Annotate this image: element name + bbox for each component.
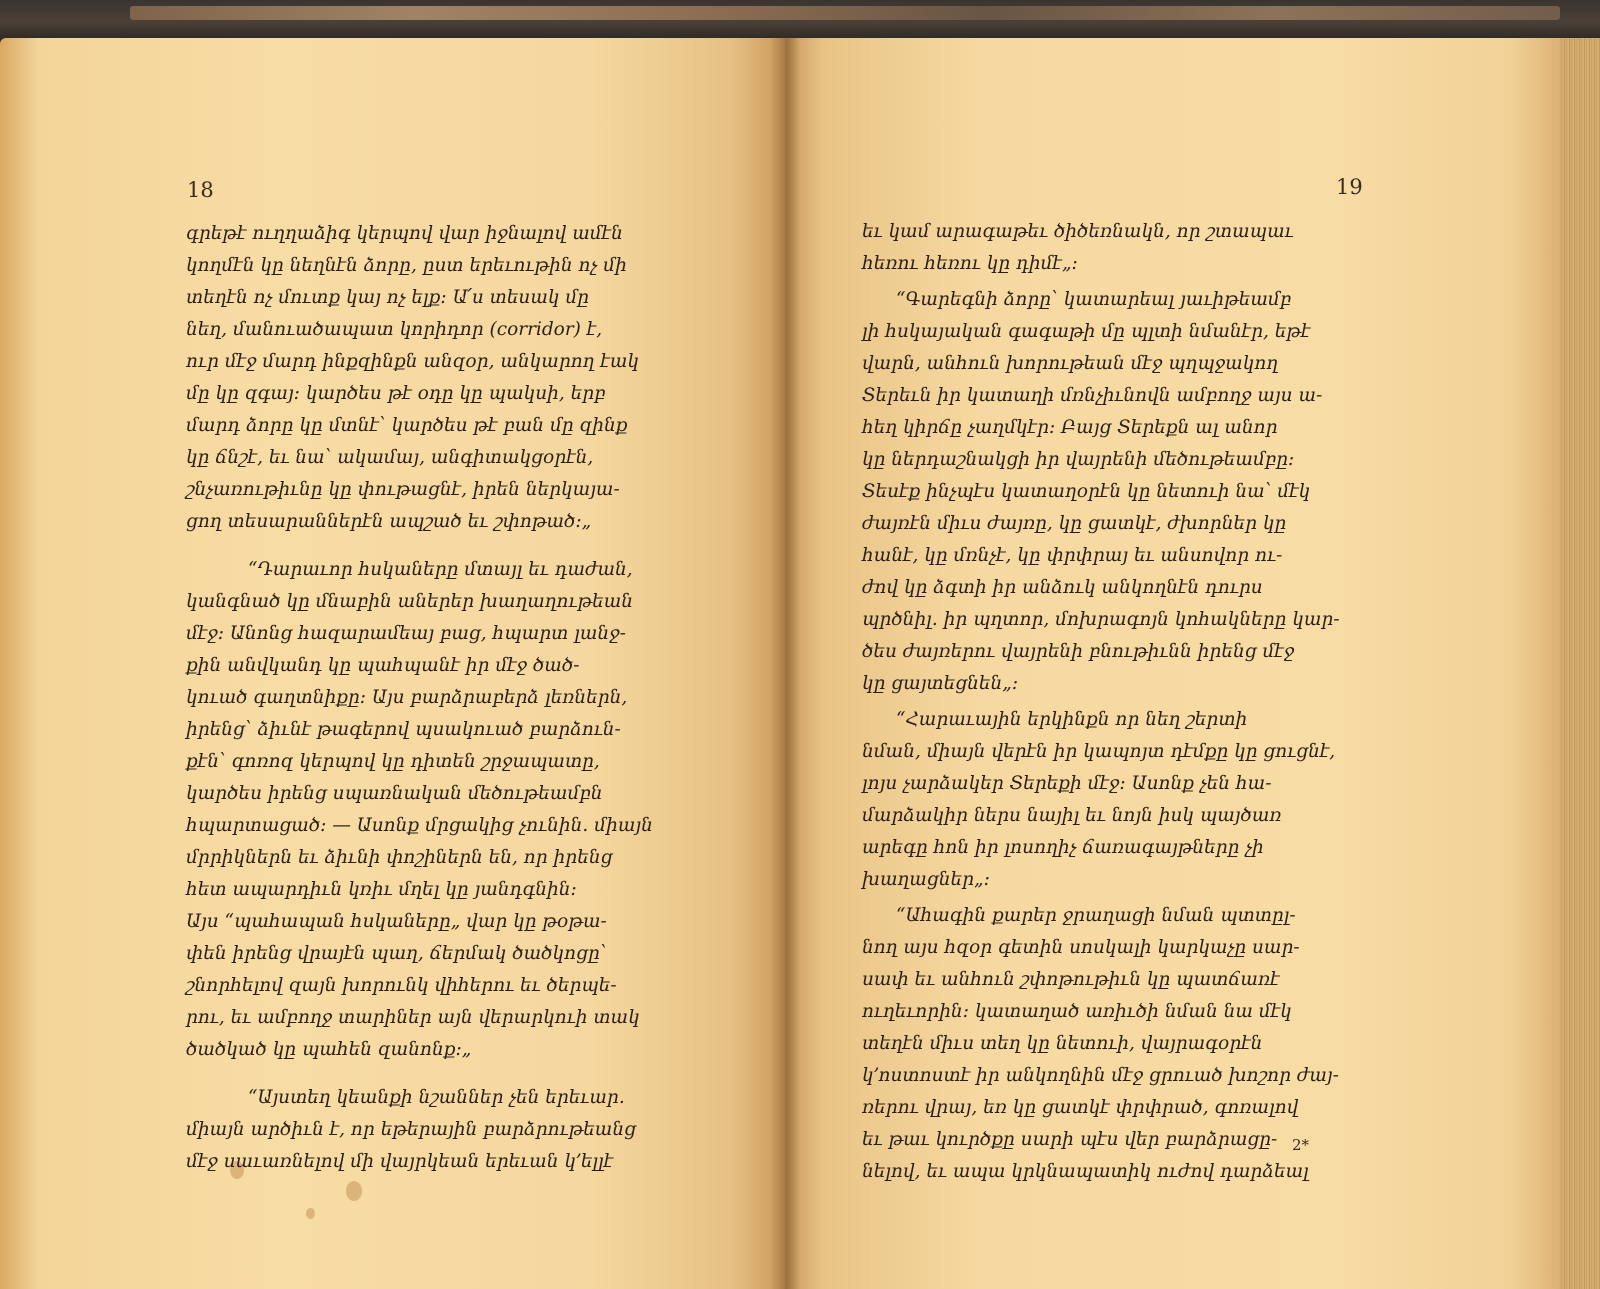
text-line: կը ցայտեցնեն„։ [862,673,1019,694]
text-line: քին անվկանդ կը պահպանէ իր մէջ ծած- [186,655,580,676]
open-book-spread [0,38,1600,1289]
right-page-body-text [862,216,1362,1188]
text-line: մրրիկներն եւ ձիւնի փոշիներն են, որ իրենց [186,847,613,868]
text-line: րու, եւ ամբողջ տարիներ այն վերարկուի տակ [186,1007,640,1028]
text-line: կողմէն կը նեղնէն ձորը, ըստ երեւութին ոչ մի [186,255,627,276]
text-line: Տեսէք ինչպէս կատաղօրէն կը նետուի նա՝ մէկ [862,481,1311,502]
paragraph [862,216,1362,280]
page-number-left: 18 [187,178,214,202]
paragraph [186,218,686,538]
text-line: ժով կը ձգտի իր անձուկ անկողնէն դուրս [862,577,1263,598]
text-line: նեղ, մանուածապատ կորիդոր (corridor) է, [186,319,603,340]
text-line: լի հսկայական գագաթի մը պլտի նմանէր, եթէ [862,321,1311,342]
text-line: խաղացներ„։ [862,869,990,890]
text-line: հետ ապարդիւն կռիւ մղել կը յանդգնին։ [186,879,577,900]
text-line: նող այս հզօր գետին սոսկալի կարկաչը սար- [862,937,1300,958]
text-line: ծես ժայռերու վայրենի բնութիւնն իրենց մէջ [862,641,1295,662]
text-line: քէն՝ գոռոզ կերպով կը դիտեն շրջապատը, [186,751,600,772]
text-line: շնչառութիւնը կը փութացնէ, իրեն ներկայա- [186,479,620,500]
text-line: տեղէն ոչ մուտք կայ ոչ ելք։ Ա՛ս տեսակ մը [186,287,590,308]
text-line: մէջ սաւառնելով մի վայրկեան երեւան կ՚ելլէ [186,1151,614,1172]
text-line: “Դարաւոր հսկաները մտայլ եւ դաժան, [248,559,633,580]
text-line: կանգնած կը մնաբին աներեր խաղաղութեան [186,591,634,612]
paragraph [186,1082,686,1178]
text-line: հպարտացած։ — Ասոնք մրցակից չունին. միայն [186,815,653,836]
text-line: “Ահագին քարեր ջրաղացի նման պտտըլ- [896,905,1296,926]
foxing-spot [306,1208,315,1219]
page-number-right: 19 [1336,175,1363,199]
text-line: ժայռէն միւս ժայռը, կը ցատկէ, ժխորներ կը [862,513,1287,534]
foxing-spot [346,1181,362,1201]
text-line: “Հարաւային երկինքն որ նեղ շերտի [896,709,1248,730]
text-line: շնորհելով զայն խորունկ վիհերու եւ ծերպե- [186,975,617,996]
paragraph [186,554,686,1066]
text-line: կարծես իրենց սպառնական մեծութեամբն [186,783,603,804]
left-page [0,38,785,1289]
text-line: վարն, անհուն խորութեան մէջ պղպջակող [862,353,1279,374]
text-line: պրծնիլ. իր պղտոր, մոխրագոյն կոհակները կար- [862,609,1340,630]
text-line: ծածկած կը պահեն զանոնք։„ [186,1039,472,1060]
text-line: մը կը զգայ։ կարծես թէ օդը կը պակսի, երբ [186,383,606,404]
text-line: հեղ կիրճը չաղմկէր։ Բայց Տերեքն ալ անոր [862,417,1278,438]
text-line: արեգը հոն իր լոսողիչ ճառագայթները չի [862,837,1264,858]
paragraph [862,284,1362,700]
text-line: ուր մէջ մարդ ինքզինքն անզօր, անկարող էակ [186,351,639,372]
text-line: կը ներդաշնակցի իր վայրենի մեծութեամբը։ [862,449,1295,470]
text-line: փեն իրենց վրայէն պաղ, ճերմակ ծածկոցը՝ [186,943,607,964]
text-line: կուած գաղտնիքը։ Այս բարձրաբերձ լեռներն, [186,687,628,708]
text-line: “Այստեղ կեանքի նշաններ չեն երեւար. [248,1087,625,1108]
text-line: եւ թաւ կուրծքը սարի պէս վեր բարձրացը- [862,1129,1278,1150]
text-line: իրենց՝ ձիւնէ թագերով պսակուած բարձուն- [186,719,621,740]
left-page-body-text [186,218,686,1178]
text-line: եւ կամ արագաթեւ ծիծեռնակն, որ շտապաւ [862,221,1294,242]
text-line: գրեթէ ուղղաձիգ կերպով վար իջնալով ամէն [186,223,623,244]
text-line: մէջ։ Անոնց հազարամեայ բաց, հպարտ լանջ- [186,623,626,644]
text-line: նելով, եւ ապա կրկնապատիկ ուժով դարձեալ [862,1161,1309,1182]
text-line: տեղէն միւս տեղ կը նետուի, վայրագօրէն [862,1033,1263,1054]
text-line: ցող տեսարաններէն ապշած եւ շփոթած։„ [186,511,592,532]
text-line: հեռու հեռու կը դիմէ„։ [862,253,1078,274]
text-line: սափ եւ անհուն շփոթութիւն կը պատճառէ [862,969,1280,990]
paragraph [862,900,1362,1188]
page-edge-stack [1560,38,1600,1289]
text-line: “Գարեգնի ձորը՝ կատարեալ յաւիթեամբ [896,289,1292,310]
signature-mark: 2* [1292,1136,1310,1154]
text-line: նման, միայն վերէն իր կապոյտ դէմքը կը ցուցնէ, [862,741,1336,762]
text-line: ռերու վրայ, եռ կը ցատկէ փրփրած, գոռալով [862,1097,1299,1118]
book-spine-strip [130,6,1560,20]
right-page [785,38,1575,1289]
text-line: լոյս չարձակեր Տերեքի մէջ։ Ասոնք չեն հա- [862,773,1272,794]
text-line: մարդ ձորը կը մտնէ՝ կարծես թէ բան մը զինք [186,415,628,436]
text-line: կը ճնշէ, եւ նա՝ ակամայ, անգիտակցօրէն, [186,447,594,468]
text-line: ուղեւորին։ կատաղած առիւծի նման նա մէկ [862,1001,1292,1022]
text-line: կ՚ոստոստէ իր անկողնին մէջ ցրուած խոշոր ժայ- [862,1065,1339,1086]
text-line: հանէ, կը մռնչէ, կը փրփրայ եւ անսովոր ու- [862,545,1283,566]
text-line: Այս “պահապան հսկաները„ վար կը թօթա- [186,911,607,932]
text-line: Տերեւն իր կատաղի մռնչիւնովն ամբողջ այս ա- [862,385,1323,406]
text-line: մարձակիր ներս նայիլ եւ նոյն իսկ պայծառ [862,805,1282,826]
paragraph [862,704,1362,896]
book-gutter [770,38,800,1289]
text-line: միայն արծիւն է, որ եթերային բարձրութեանց [186,1119,637,1140]
